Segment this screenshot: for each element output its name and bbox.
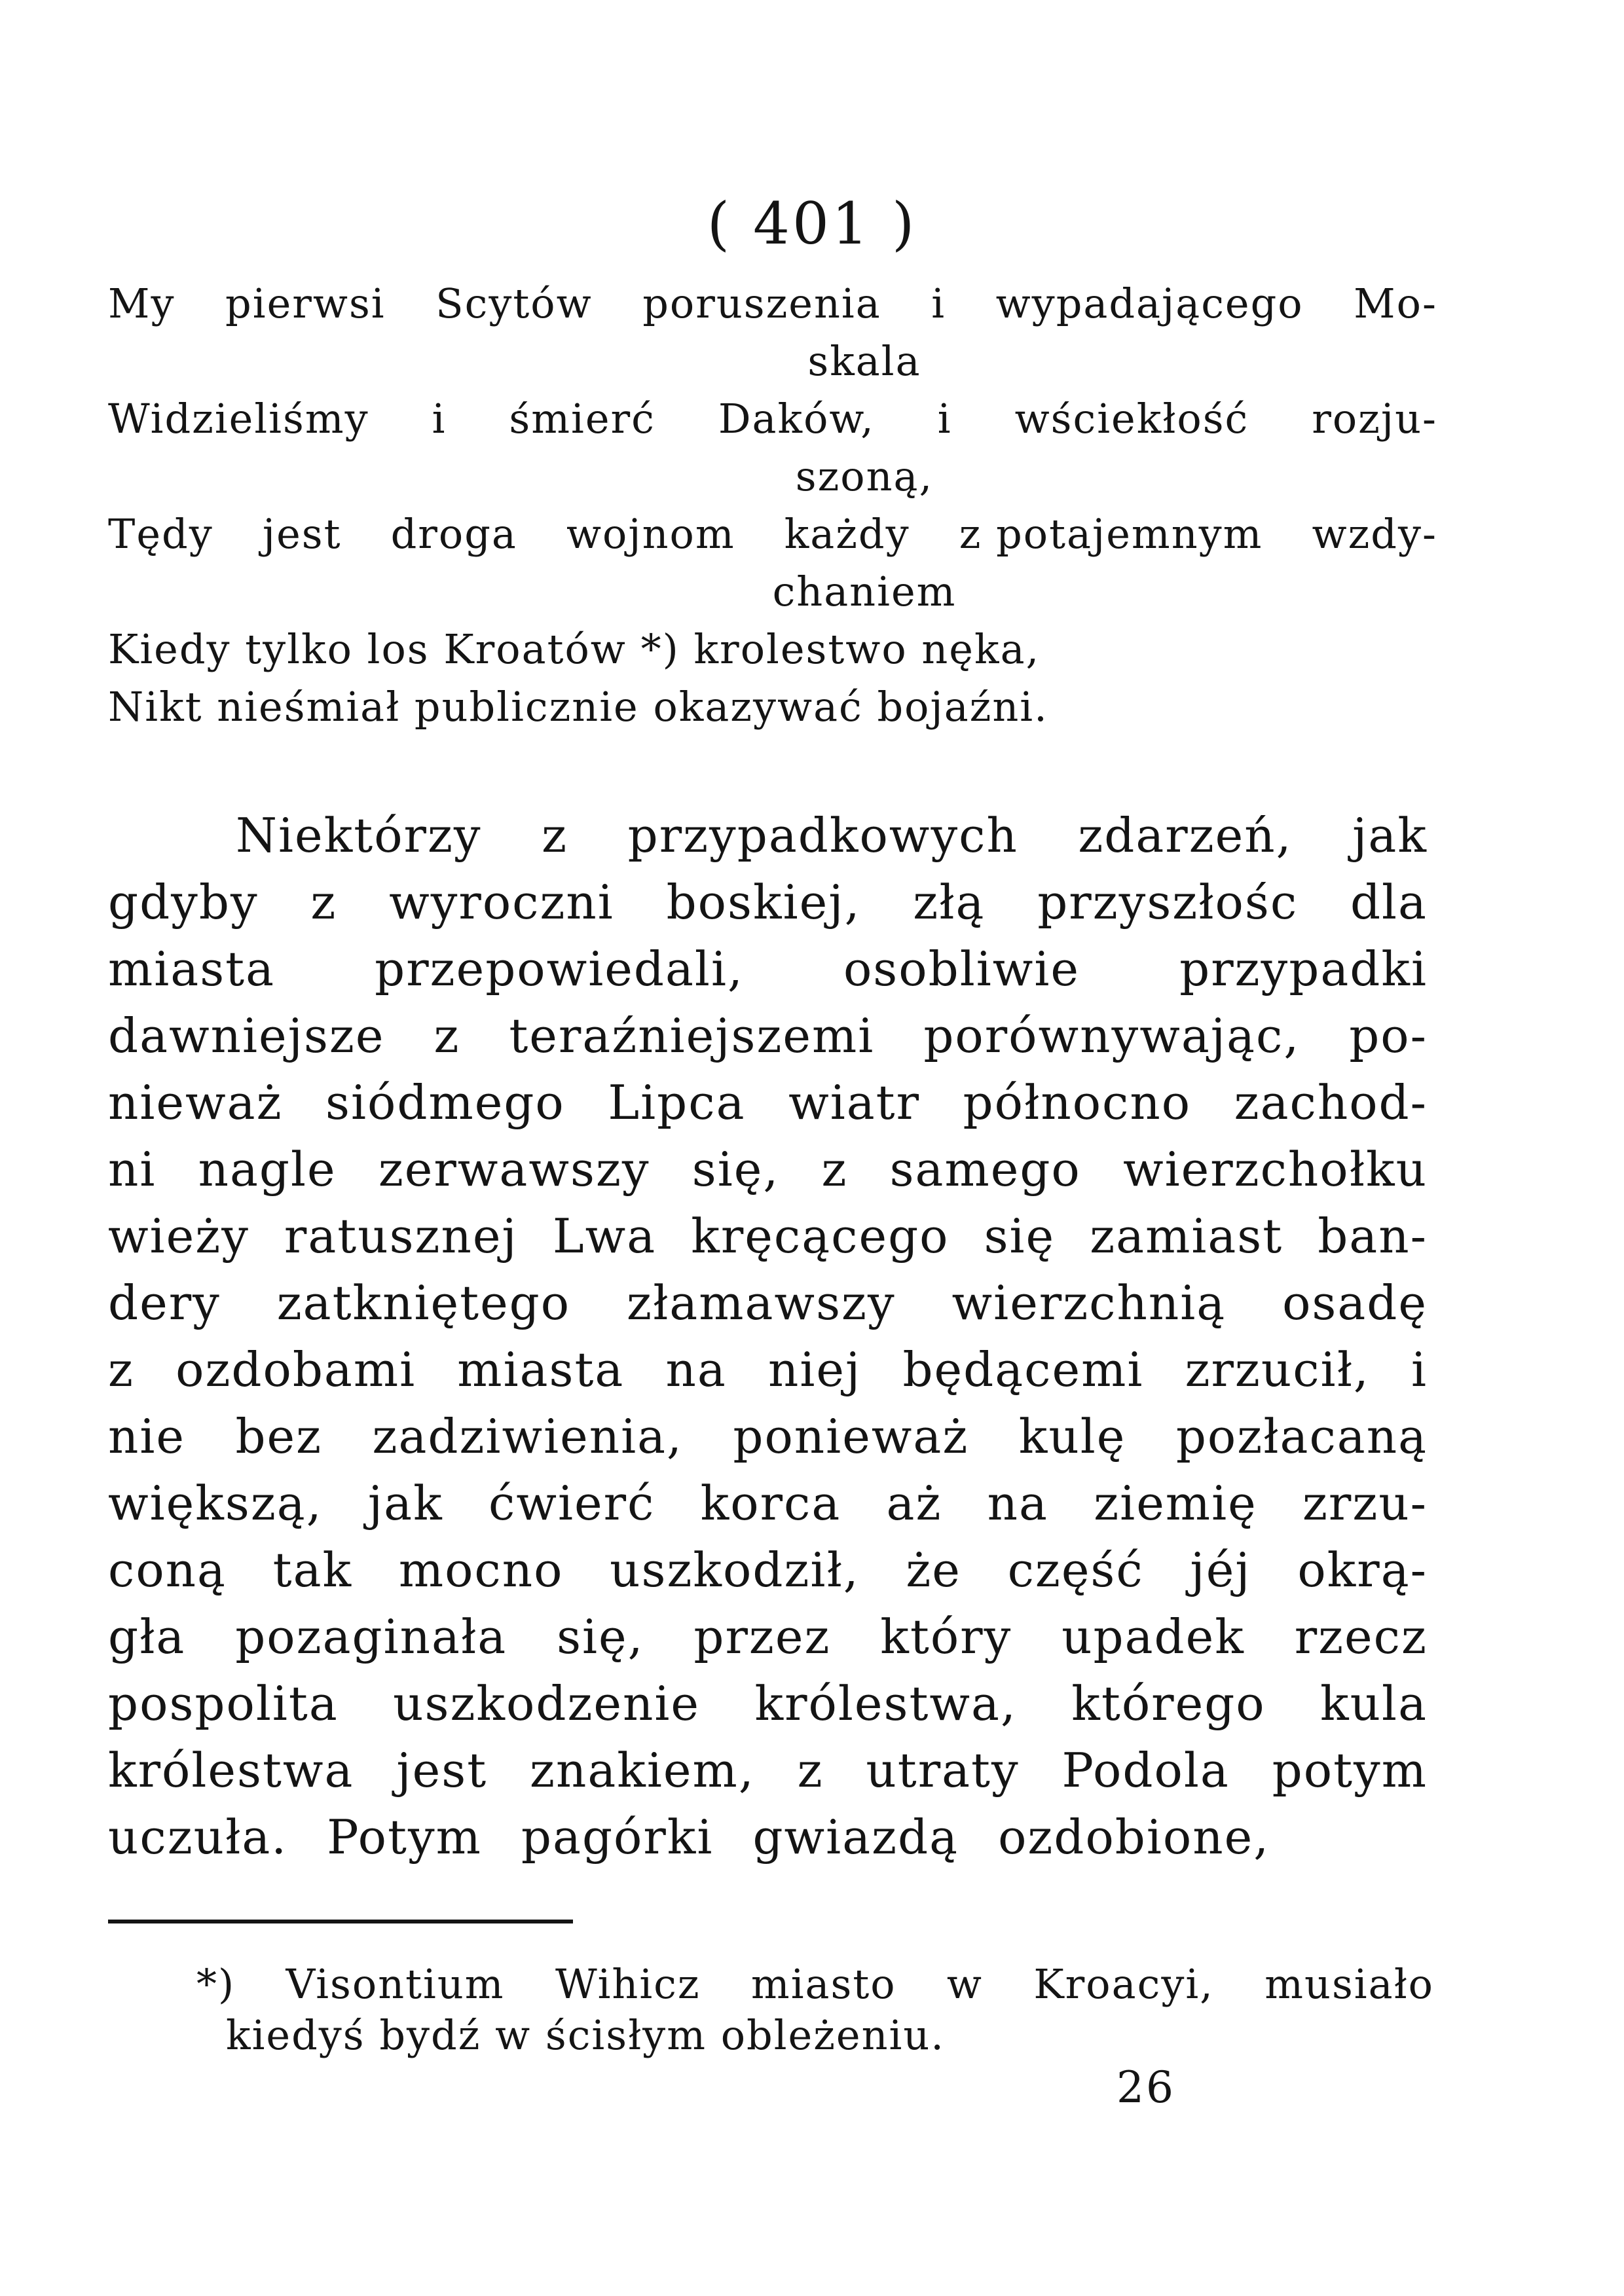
prose-word: pagórki xyxy=(521,1810,714,1865)
verse-word: droga xyxy=(390,510,517,558)
prose-word: nagle xyxy=(198,1142,337,1197)
prose-word: tak xyxy=(272,1542,353,1597)
prose-word: kulę xyxy=(1018,1409,1126,1464)
prose-word: się, xyxy=(692,1142,780,1197)
prose-word: pozłacaną xyxy=(1175,1409,1428,1464)
verse-continuation: skala xyxy=(807,337,921,385)
prose-word: dery xyxy=(108,1275,221,1330)
prose-word: uczuła. xyxy=(108,1810,288,1865)
footnote-word: w xyxy=(946,1960,983,2008)
prose-word: z xyxy=(821,1142,848,1197)
prose-word: z xyxy=(108,1342,134,1397)
prose-line xyxy=(108,1670,1428,1737)
footnote-line-1 xyxy=(196,1959,1434,2010)
prose-word: królestwa, xyxy=(754,1676,1017,1731)
prose-word: którego xyxy=(1071,1676,1266,1731)
prose-word: przepowiedali, xyxy=(375,941,744,996)
prose-word: gła xyxy=(108,1609,186,1664)
prose-word: na xyxy=(665,1342,727,1397)
prose-word: ziemię xyxy=(1094,1476,1257,1531)
prose-word: pozaginała xyxy=(235,1609,507,1664)
verse-word: wściekłość xyxy=(1014,395,1249,443)
prose-line xyxy=(108,1136,1428,1203)
prose-line xyxy=(108,1002,1428,1069)
prose-word: zrzu- xyxy=(1302,1476,1428,1531)
prose-word: utraty xyxy=(866,1743,1020,1798)
verse-word: Nikt nieśmiał publicznie okazywać bojaźni. xyxy=(108,683,1048,731)
prose-word: mocno xyxy=(398,1542,564,1597)
verse-word: My xyxy=(108,280,175,327)
verse-word: Kiedy tylko los Kroatów *) krolestwo nęka, xyxy=(108,625,1041,673)
verse-word: z potajemnym xyxy=(959,510,1263,558)
prose-word: większą, xyxy=(108,1476,323,1531)
prose-word: uszkodził, xyxy=(610,1542,860,1597)
prose-word: zadziwienia, xyxy=(372,1409,683,1464)
prose-word: ćwierć xyxy=(489,1476,655,1531)
prose-word: ban- xyxy=(1318,1209,1428,1264)
signature-mark: 26 xyxy=(1116,2062,1175,2113)
verse-word: wojnom xyxy=(566,510,735,558)
prose-line xyxy=(108,1537,1428,1603)
prose-word: złą xyxy=(913,875,986,930)
verse-line xyxy=(108,275,1437,333)
verse-line xyxy=(108,678,1437,736)
prose-word: z xyxy=(542,808,568,863)
prose-word: wieży xyxy=(108,1209,249,1264)
prose-line xyxy=(108,1336,1428,1403)
prose-line xyxy=(108,1603,1428,1670)
prose-line xyxy=(108,1804,1428,1870)
prose-word: Niektórzy xyxy=(236,808,482,863)
prose-word: miasta xyxy=(108,941,276,996)
verse-word: każdy xyxy=(784,510,910,558)
verse-word: rozju- xyxy=(1312,395,1437,443)
prose-word: północno xyxy=(963,1075,1192,1130)
prose-word: potym xyxy=(1272,1743,1428,1798)
prose-word: z xyxy=(797,1743,824,1798)
prose-word: część xyxy=(1007,1542,1144,1597)
prose-word: kręcącego xyxy=(691,1209,950,1264)
prose-word: dla xyxy=(1350,875,1428,930)
prose-word: znakiem, xyxy=(530,1743,755,1798)
prose-word: ni xyxy=(108,1142,157,1197)
prose-word: zerwawszy xyxy=(378,1142,650,1197)
prose-word: niej xyxy=(767,1342,862,1397)
verse-word: i xyxy=(931,280,946,327)
prose-word: przez xyxy=(693,1609,831,1664)
prose-word: osadę xyxy=(1282,1275,1428,1330)
verse-word: Daków, xyxy=(718,395,875,443)
prose-word: aż xyxy=(886,1476,942,1531)
verse-word: i xyxy=(937,395,952,443)
verse-word: wzdy- xyxy=(1312,510,1437,558)
verse-block xyxy=(108,275,1437,736)
prose-word: Lwa xyxy=(552,1209,657,1264)
prose-word: uszkodzenie xyxy=(393,1676,701,1731)
prose-word: Podola xyxy=(1061,1743,1230,1798)
prose-word: zachod- xyxy=(1234,1075,1428,1130)
prose-word: ozdobami xyxy=(175,1342,416,1397)
prose-word: przypadki xyxy=(1179,941,1428,996)
prose-word: wiatr xyxy=(788,1075,920,1130)
prose-word: i xyxy=(1411,1342,1428,1397)
prose-word: ozdobione, xyxy=(998,1810,1270,1865)
prose-word: wyroczni xyxy=(389,875,614,930)
prose-word: który xyxy=(880,1609,1012,1664)
prose-word: po- xyxy=(1349,1008,1428,1063)
prose-word: że xyxy=(906,1542,961,1597)
prose-word: dawniejsze xyxy=(108,1008,385,1063)
prose-word: jak xyxy=(1352,808,1428,863)
prose-word: złamawszy xyxy=(627,1275,896,1330)
footnote-word: musiało xyxy=(1264,1960,1434,2008)
prose-word: osobliwie xyxy=(843,941,1080,996)
prose-word: zdarzeń, xyxy=(1078,808,1293,863)
verse-word: poruszenia xyxy=(642,280,881,327)
prose-line xyxy=(108,802,1428,869)
footnote-line-2: kiedyś bydź w ścisłym obleżeniu. xyxy=(226,2011,945,2059)
prose-line xyxy=(108,936,1428,1002)
prose-word: miasta xyxy=(457,1342,625,1397)
prose-word: porównywając, xyxy=(923,1008,1301,1063)
verse-word: śmierć xyxy=(509,395,655,443)
prose-word: gwiazdą xyxy=(752,1810,959,1865)
verse-word: jest xyxy=(262,510,342,558)
page-number: ( 401 ) xyxy=(707,190,917,257)
prose-word: królestwa xyxy=(108,1743,354,1798)
footnote-word: *) xyxy=(196,1960,236,2008)
prose-line xyxy=(108,1470,1428,1537)
verse-continuation: chaniem xyxy=(772,568,957,615)
prose-word: przypadkowych xyxy=(627,808,1018,863)
footnote-word: miasto xyxy=(750,1960,896,2008)
prose-word: nieważ xyxy=(108,1075,283,1130)
prose-word: upadek xyxy=(1061,1609,1245,1664)
prose-word: gdyby xyxy=(108,875,259,930)
prose-word: bez xyxy=(235,1409,323,1464)
prose-word: wierzchołku xyxy=(1122,1142,1428,1197)
prose-word: na xyxy=(987,1476,1048,1531)
verse-line xyxy=(108,621,1437,678)
prose-word: boskiej, xyxy=(666,875,861,930)
prose-line xyxy=(108,1737,1428,1804)
footnote-rule xyxy=(108,1920,573,1923)
verse-word: wypadającego xyxy=(995,280,1304,327)
prose-block xyxy=(108,802,1428,1870)
prose-word: ponieważ xyxy=(733,1409,969,1464)
verse-word: Mo- xyxy=(1354,280,1437,327)
prose-word: zamiast xyxy=(1090,1209,1283,1264)
prose-word: zrzucił, xyxy=(1185,1342,1370,1397)
prose-word: Potym xyxy=(327,1810,482,1865)
prose-line xyxy=(108,869,1428,936)
prose-word: zatkniętego xyxy=(276,1275,571,1330)
prose-word: jest xyxy=(396,1743,488,1798)
verse-line xyxy=(108,390,1437,448)
verse-word: i xyxy=(432,395,447,443)
prose-word: teraźniejszemi xyxy=(509,1008,875,1063)
prose-word: pospolita xyxy=(108,1676,339,1731)
footnote-word: Wihicz xyxy=(555,1960,701,2008)
prose-word: przyszłośc xyxy=(1037,875,1299,930)
prose-line xyxy=(108,1069,1428,1136)
verse-line xyxy=(108,505,1437,563)
prose-word: jéj xyxy=(1190,1542,1251,1597)
prose-word: z xyxy=(434,1008,460,1063)
footnote-word: Visontium xyxy=(286,1960,505,2008)
prose-line xyxy=(108,1403,1428,1470)
verse-word: pierwsi xyxy=(225,280,386,327)
verse-continuation: szoną, xyxy=(795,452,934,500)
prose-word: rzecz xyxy=(1294,1609,1428,1664)
prose-word: jak xyxy=(367,1476,443,1531)
prose-line xyxy=(108,1203,1428,1269)
prose-word: nie xyxy=(108,1409,186,1464)
footnote xyxy=(196,1959,1434,2061)
prose-word: z xyxy=(310,875,337,930)
prose-line xyxy=(108,1269,1428,1336)
prose-word: się xyxy=(984,1209,1056,1264)
prose-word: kula xyxy=(1320,1676,1428,1731)
prose-word: wierzchnią xyxy=(951,1275,1227,1330)
prose-word: okrą- xyxy=(1297,1542,1428,1597)
prose-word: korca xyxy=(700,1476,841,1531)
prose-word: będącemi xyxy=(902,1342,1144,1397)
verse-word: Scytów xyxy=(435,280,593,327)
prose-word: Lipca xyxy=(608,1075,746,1130)
prose-word: siódmego xyxy=(325,1075,565,1130)
verse-word: Widzieliśmy xyxy=(108,395,369,443)
prose-word: samego xyxy=(889,1142,1081,1197)
prose-word: ratusznej xyxy=(284,1209,518,1264)
prose-word: coną xyxy=(108,1542,227,1597)
prose-word: się, xyxy=(557,1609,644,1664)
footnote-word: Kroacyi, xyxy=(1033,1960,1214,2008)
verse-word: Tędy xyxy=(108,510,213,558)
